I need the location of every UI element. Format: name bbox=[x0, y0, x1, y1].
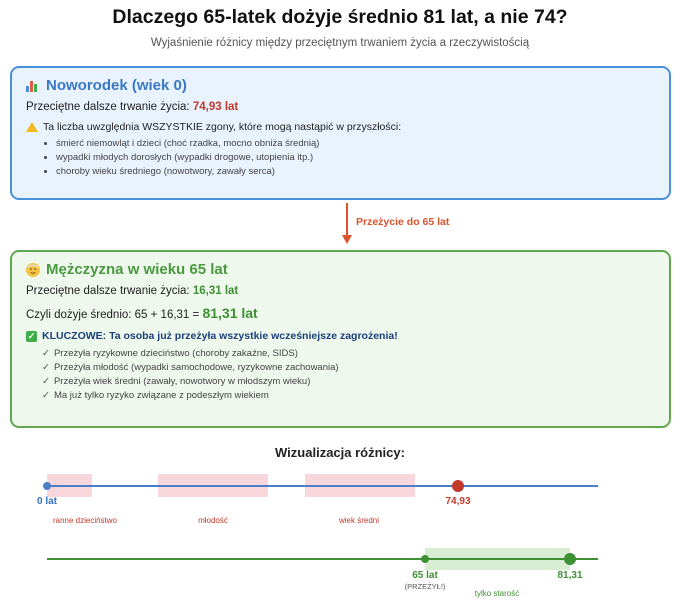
check-text: Przeżyła młodość (wypadki samochodowe, ryzykowne zachowania) bbox=[53, 362, 339, 373]
list-item bbox=[42, 390, 655, 401]
man65-total-value: 81,31 lat bbox=[202, 305, 258, 321]
man65-box bbox=[10, 250, 671, 428]
key-statement-text: KLUCZOWE: Ta osoba już przeżyła wszystkie wcześniejsze zagrożenia! bbox=[42, 330, 398, 342]
newborn-expectancy-value: 74,93 lat bbox=[192, 101, 239, 113]
man65-total bbox=[26, 305, 655, 321]
survived-checklist bbox=[26, 348, 655, 401]
newborn-expectancy-label: Przeciętne dalsze trwanie życia: bbox=[26, 101, 190, 113]
check-text: Ma już tylko ryzyko związane z podeszłym wiekiem bbox=[53, 390, 269, 401]
newborn-heading bbox=[26, 77, 655, 94]
viz-title: Wizualizacja różnicy: bbox=[275, 445, 405, 460]
end-point-81 bbox=[564, 553, 576, 565]
page-subtitle: Wyjaśnienie różnicy między przeciętnym trwaniem życia a rzeczywistością bbox=[150, 37, 530, 49]
check-icon: ✓ bbox=[42, 376, 50, 387]
list-item bbox=[42, 376, 655, 387]
label-0-years: 0 lat bbox=[36, 496, 58, 507]
newborn-box bbox=[10, 66, 671, 200]
man65-expectancy-value: 16,31 lat bbox=[192, 285, 239, 297]
label-65-years: 65 lat bbox=[412, 570, 438, 581]
check-text: Przeżyła wiek średni (zawały, nowotwory w młodszym wieku) bbox=[53, 376, 311, 387]
man65-heading bbox=[26, 261, 655, 278]
timeline-visualization bbox=[0, 468, 680, 609]
newborn-heading-text: Noworodek (wiek 0) bbox=[46, 77, 187, 94]
end-point-74 bbox=[452, 480, 464, 492]
newborn-warning-text: Ta liczba uwzględnia WSZYSTKIE zgony, które mogą nastąpić w przyszłości: bbox=[43, 121, 402, 133]
newborn-warning bbox=[26, 121, 655, 133]
check-icon: ✓ bbox=[42, 348, 50, 359]
start-point-newborn bbox=[43, 482, 51, 490]
segment-label-old-age: tylko starość bbox=[474, 589, 520, 598]
segment-label-middle-age: wiek średni bbox=[338, 516, 380, 525]
check-icon: ✓ bbox=[42, 362, 50, 373]
list-item bbox=[42, 348, 655, 359]
key-statement bbox=[26, 330, 655, 342]
man65-expectancy bbox=[26, 285, 655, 297]
check-icon: ✓ bbox=[42, 390, 50, 401]
label-74: 74,93 bbox=[445, 496, 471, 507]
warning-icon bbox=[26, 122, 38, 132]
check-text: Przeżyła ryzykowne dzieciństwo (choroby zakaźne, SIDS) bbox=[53, 348, 298, 359]
page-title: Dlaczego 65-latek dożyje średnio 81 lat, a nie 74? bbox=[112, 6, 568, 28]
man65-heading-text: Mężczyzna w wieku 65 lat bbox=[46, 261, 228, 278]
man65-expectancy-label: Przeciętne dalsze trwanie życia: bbox=[26, 285, 190, 297]
segment-label-early-childhood: ranne dzieciństwo bbox=[52, 516, 118, 525]
newborn-bullet-list bbox=[26, 138, 655, 177]
list-item bbox=[42, 362, 655, 373]
list-item: • choroby wieku średniego (nowotwory, zawały serca) bbox=[56, 166, 655, 177]
check-mark-icon: ✓ bbox=[27, 330, 36, 341]
label-survived: (PRZEŻYŁ!) bbox=[404, 582, 446, 591]
man65-total-label: Czyli dożyje średnio: 65 + 16,31 = bbox=[26, 309, 200, 321]
list-item: • wypadki młodych dorosłych (wypadki drogowe, utopienia itp.) bbox=[56, 152, 655, 163]
arrow-label: Przeżycie do 65 lat bbox=[356, 216, 450, 228]
bar-chart-icon bbox=[26, 79, 40, 93]
segment-label-youth: młodość bbox=[198, 516, 228, 525]
label-81: 81,31 bbox=[557, 570, 583, 581]
older-man-face-icon bbox=[26, 263, 40, 277]
list-item: • śmierć niemowląt i dzieci (choć rzadka, mocno obniża średnią) bbox=[56, 138, 655, 149]
start-point-65 bbox=[421, 555, 429, 563]
newborn-expectancy bbox=[26, 101, 655, 113]
